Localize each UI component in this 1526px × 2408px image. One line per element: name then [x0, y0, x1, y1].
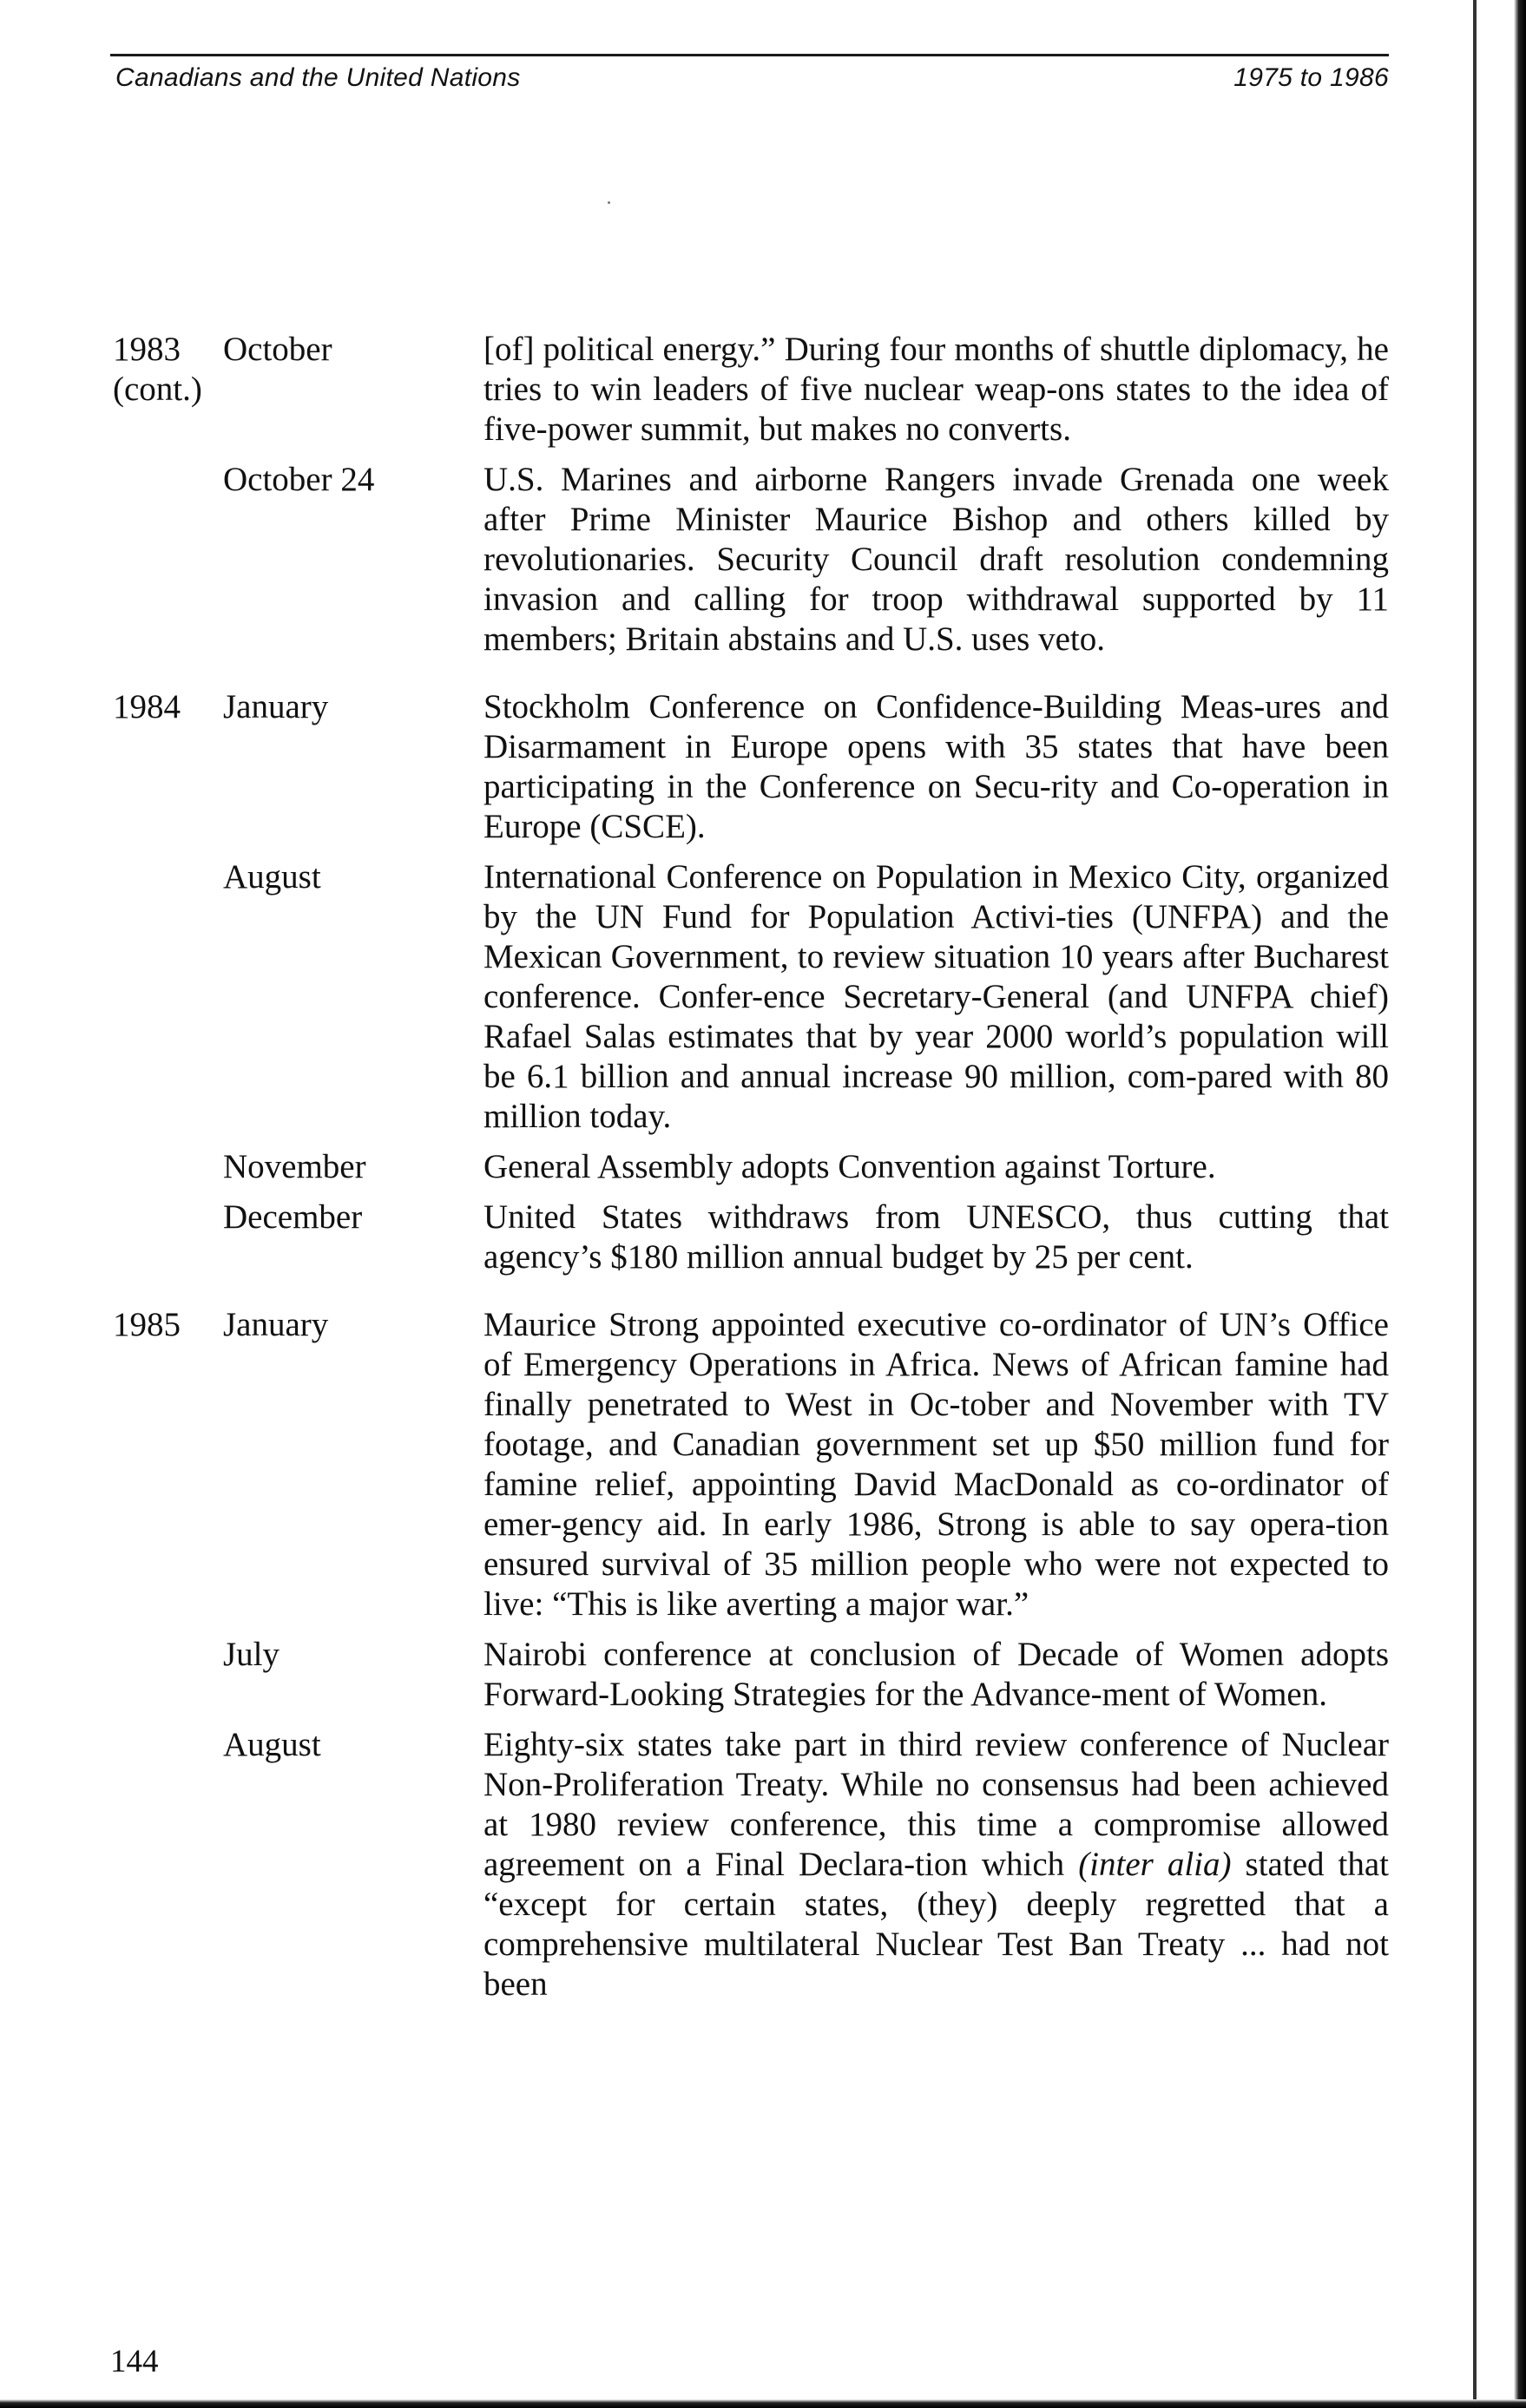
year-value: 1983 [113, 331, 181, 368]
entry-month: August [223, 1726, 321, 1763]
header-date-range: 1975 to 1986 [1233, 63, 1389, 92]
entry-year [113, 330, 217, 410]
entry-text: U.S. Marines and airborne Rangers invade Grenada one week after Prime Minister Maurice Bishop and others killed by revolutionaries. Security Council draft resolution condemning invasion and calling for troop withdrawal supported by 11 members; Britain abstains and U.S. uses veto. [483, 461, 1389, 658]
year-note: (cont.) [113, 371, 202, 408]
entry-text: Maurice Strong appointed executive co-ordinator of UN’s Office of Emergency Operations in Africa. News of African famine had finally penetrated to West in Oc-tober and November with TV footage, and Canadian government set up $50 million fund for famine relief, appointing David MacDonald as co-ordinator of emer-gency aid. In early 1986, Strong is able to say opera-tion ensured survival of 35 million people who were not expected to live: “This is like averting a major war.” [483, 1306, 1389, 1623]
entry-year: 1984 [113, 688, 181, 725]
entry-text-part: Eighty-six states take part in third review conference of Nuclear Non-Proliferation Treaty. While no consensus had been achieved at 1980 review conference, this time a compromise allowed agreement on a Final Declara-tion which [483, 1726, 1389, 1883]
entry-month: January [223, 688, 329, 725]
entry-year: 1985 [113, 1306, 181, 1343]
entry-1984-november [113, 1147, 1389, 1187]
entry-1985-january [113, 1305, 1389, 1624]
entry-month: October [223, 331, 332, 368]
entry-month: December [223, 1198, 363, 1236]
scan-speck [608, 201, 610, 204]
page-edge-bottom [0, 2399, 1526, 2408]
entry-1985-july [113, 1635, 1389, 1715]
entry-text: [of] political energy.” During four months of shuttle diplomacy, he tries to win leaders of five nuclear weap-ons states to the idea of five-power summit, but makes no converts. [483, 331, 1389, 448]
running-header [110, 54, 1389, 92]
entry-month: July [223, 1636, 280, 1673]
binding-line [1473, 0, 1477, 2408]
entry-text-italic: (inter alia) [1078, 1846, 1232, 1883]
page-edge-right [1514, 0, 1526, 2408]
entry-text: General Assembly adopts Convention against Torture. [483, 1148, 1216, 1185]
entry-1985-august [113, 1725, 1389, 2004]
entry-1984-august [113, 857, 1389, 1137]
chronology-entries [113, 330, 1389, 2015]
header-title: Canadians and the United Nations [115, 63, 521, 92]
entry-1984-december [113, 1197, 1389, 1277]
entry-text: Stockholm Conference on Confidence-Building Meas-ures and Disarmament in Europe opens with 35 states that have been participating in the Conference on Secu-rity and Co-operation in Europe (CSCE). [483, 688, 1389, 845]
entry-1983-october-24 [113, 460, 1389, 659]
entry-text [483, 1725, 1389, 2004]
entry-1983-october [113, 330, 1389, 449]
entry-month: January [223, 1306, 329, 1343]
page-number: 144 [110, 2344, 159, 2379]
entry-month: August [223, 858, 321, 896]
entry-1984-january [113, 687, 1389, 847]
entry-text: United States withdraws from UNESCO, thus cutting that agency’s $180 million annual budget by 25 per cent. [483, 1198, 1389, 1276]
entry-text-part: stated that “except for certain states, (they) deeply regretted that a comprehensive multilateral Nuclear Test Ban Treaty ... had not been [483, 1846, 1389, 2003]
entry-month: October 24 [223, 461, 375, 498]
entry-text: Nairobi conference at conclusion of Decade of Women adopts Forward-Looking Strategies for the Advance-ment of Women. [483, 1636, 1389, 1713]
entry-month: November [223, 1148, 366, 1185]
entry-text: International Conference on Population in Mexico City, organized by the UN Fund for Population Activi-ties (UNFPA) and the Mexican Government, to review situation 10 years after Bucharest conference. Confer-ence Secretary-General (and UNFPA chief) Rafael Salas estimates that by year 2000 world’s population will be 6.1 billion and annual increase 90 million, com-pared with 80 million today. [483, 858, 1389, 1135]
